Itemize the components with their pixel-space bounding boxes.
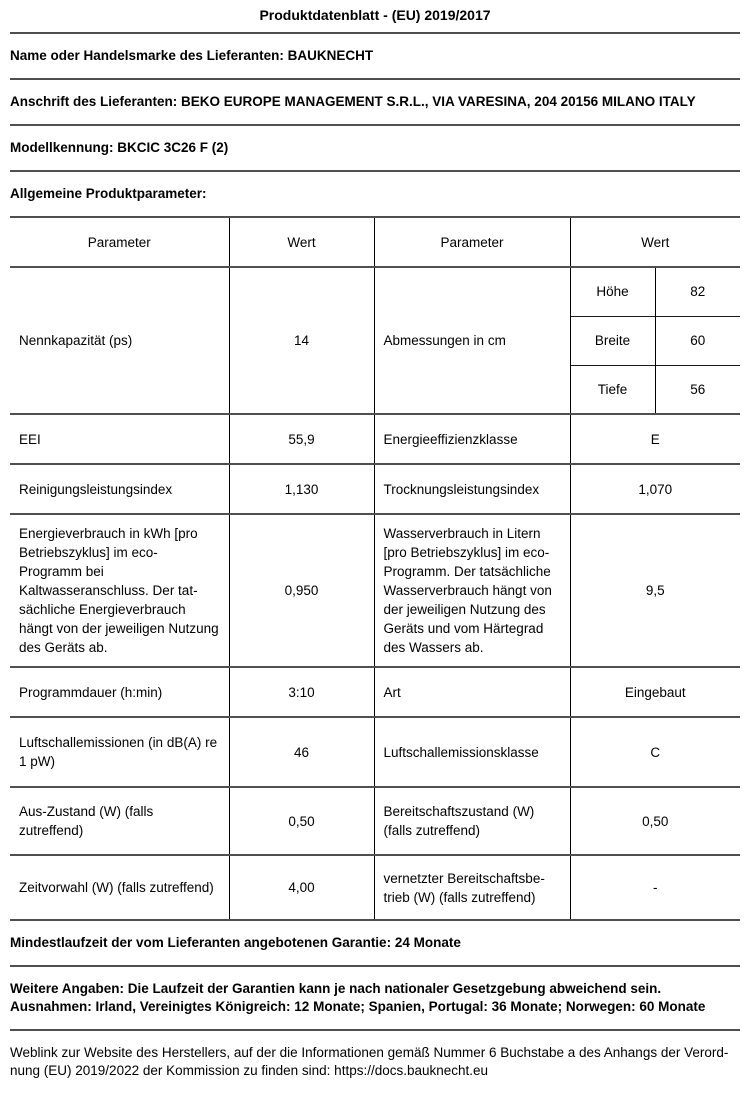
general-parameters-heading: Allgemeine Produktparameter: [10,186,207,201]
param-cell: EEI [10,414,229,464]
param-cell: Bereitschaftszustand (W) (falls zutreffend) [374,787,570,855]
value-cell: 4,00 [229,855,374,920]
param-cell: Energieverbrauch in kWh [pro Betriebszyklus] im eco-Programm bei Kaltwasseranschluss. Der tatsächliche Energieverbrauch hängt von der jeweiligen Nutzung des Geräts ab. [10,514,229,667]
table-row-noise [10,717,740,787]
param-cell: Energieeffizienzklasse [374,414,570,464]
table-row-duration-type [10,667,740,717]
dimension-value-hoehe: 82 [655,267,740,316]
value-cell: - [570,855,740,920]
weblink-section [10,1031,740,1093]
dimension-value-breite: 60 [655,316,740,365]
model-identifier-line: Modellkennung: BKCIC 3C26 F (2) [10,140,229,155]
warranty-section [10,921,740,965]
value-cell: C [570,717,740,787]
value-cell: 9,5 [570,514,740,667]
table-row-energy-water [10,514,740,667]
additional-info-paragraph: Weitere Angaben: Die Laufzeit der Garantien kann je nach nationaler Gesetzgebung abweichend sein. Ausnahmen: Irland, Vereinigtes Königreich: 12 Monate; Spanien, Portugal: 36 Monate; Norwegen: 60 Monate [10,981,706,1014]
supplier-address-line: Anschrift des Lieferanten: BEKO EUROPE MANAGEMENT S.R.L., VIA VARESINA, 204 20156 MILANO ITALY [10,94,696,109]
product-parameters-table [10,216,740,921]
param-cell: Programmdauer (h:min) [10,667,229,717]
value-cell: Eingebaut [570,667,740,717]
general-parameters-heading-section [10,172,740,216]
value-cell: 1,070 [570,464,740,514]
param-cell: Zeitvorwahl (W) (falls zutreffend) [10,855,229,920]
column-header-parameter-left: Parameter [10,217,229,267]
page-title: Produktdatenblatt - (EU) 2019/2017 [259,7,491,23]
document-header [10,0,740,32]
param-cell: Trocknungsleistungsindex [374,464,570,514]
value-cell: 3:10 [229,667,374,717]
dimension-value-tiefe: 56 [655,365,740,414]
supplier-address-section [10,80,740,124]
value-cell-nennkapazitaet: 14 [229,267,374,414]
supplier-section [10,34,740,78]
param-cell: Luftschallemissionen (in dB(A) re 1 pW) [10,717,229,787]
model-section [10,126,740,170]
additional-info-section [10,967,740,1029]
value-cell: 55,9 [229,414,374,464]
value-cell: 0,950 [229,514,374,667]
column-header-wert-right: Wert [570,217,740,267]
value-cell: 1,130 [229,464,374,514]
value-cell: 0,50 [570,787,740,855]
supplier-name-line: Name oder Handelsmarke des Lieferanten: BAUKNECHT [10,48,374,63]
dimension-label-tiefe: Tiefe [570,365,655,414]
param-cell-abmessungen: Abmessungen in cm [374,267,570,414]
column-header-wert-left: Wert [229,217,374,267]
weblink-paragraph: Weblink zur Website des Herstellers, auf der die Informationen gemäß Nummer 6 Buchstabe a des Anhangs der Verordnung (EU) 2019/2022 der Kommission zu finden sind: https://docs.bauknecht.eu [10,1045,729,1078]
param-cell: Aus-Zustand (W) (falls zutreffend) [10,787,229,855]
warranty-line: Mindestlaufzeit der vom Lieferanten angebotenen Garantie: 24 Monate [10,935,461,950]
column-header-parameter-right: Parameter [374,217,570,267]
table-row-off-standby [10,787,740,855]
param-cell: Reinigungsleistungsindex [10,464,229,514]
table-row-delay-networked [10,855,740,920]
value-cell: E [570,414,740,464]
value-cell: 46 [229,717,374,787]
value-cell: 0,50 [229,787,374,855]
param-cell: Wasserverbrauch in Litern [pro Betriebszyklus] im eco-Programm. Der tatsächliche Wasserverbrauch hängt von der jeweiligen Nutzung des Geräts und vom Härtegrad des Wassers ab. [374,514,570,667]
table-row-cleaning-index [10,464,740,514]
dimension-label-hoehe: Höhe [570,267,655,316]
param-cell: vernetzter Bereitschaftsbetrieb (W) (falls zutreffend) [374,855,570,920]
dimension-label-breite: Breite [570,316,655,365]
table-row-eei [10,414,740,464]
param-cell: Luftschallemissionsklasse [374,717,570,787]
table-row-capacity-dimensions [10,267,740,316]
param-cell-nennkapazitaet: Nennkapazität (ps) [10,267,229,414]
param-cell: Art [374,667,570,717]
table-header-row [10,217,740,267]
